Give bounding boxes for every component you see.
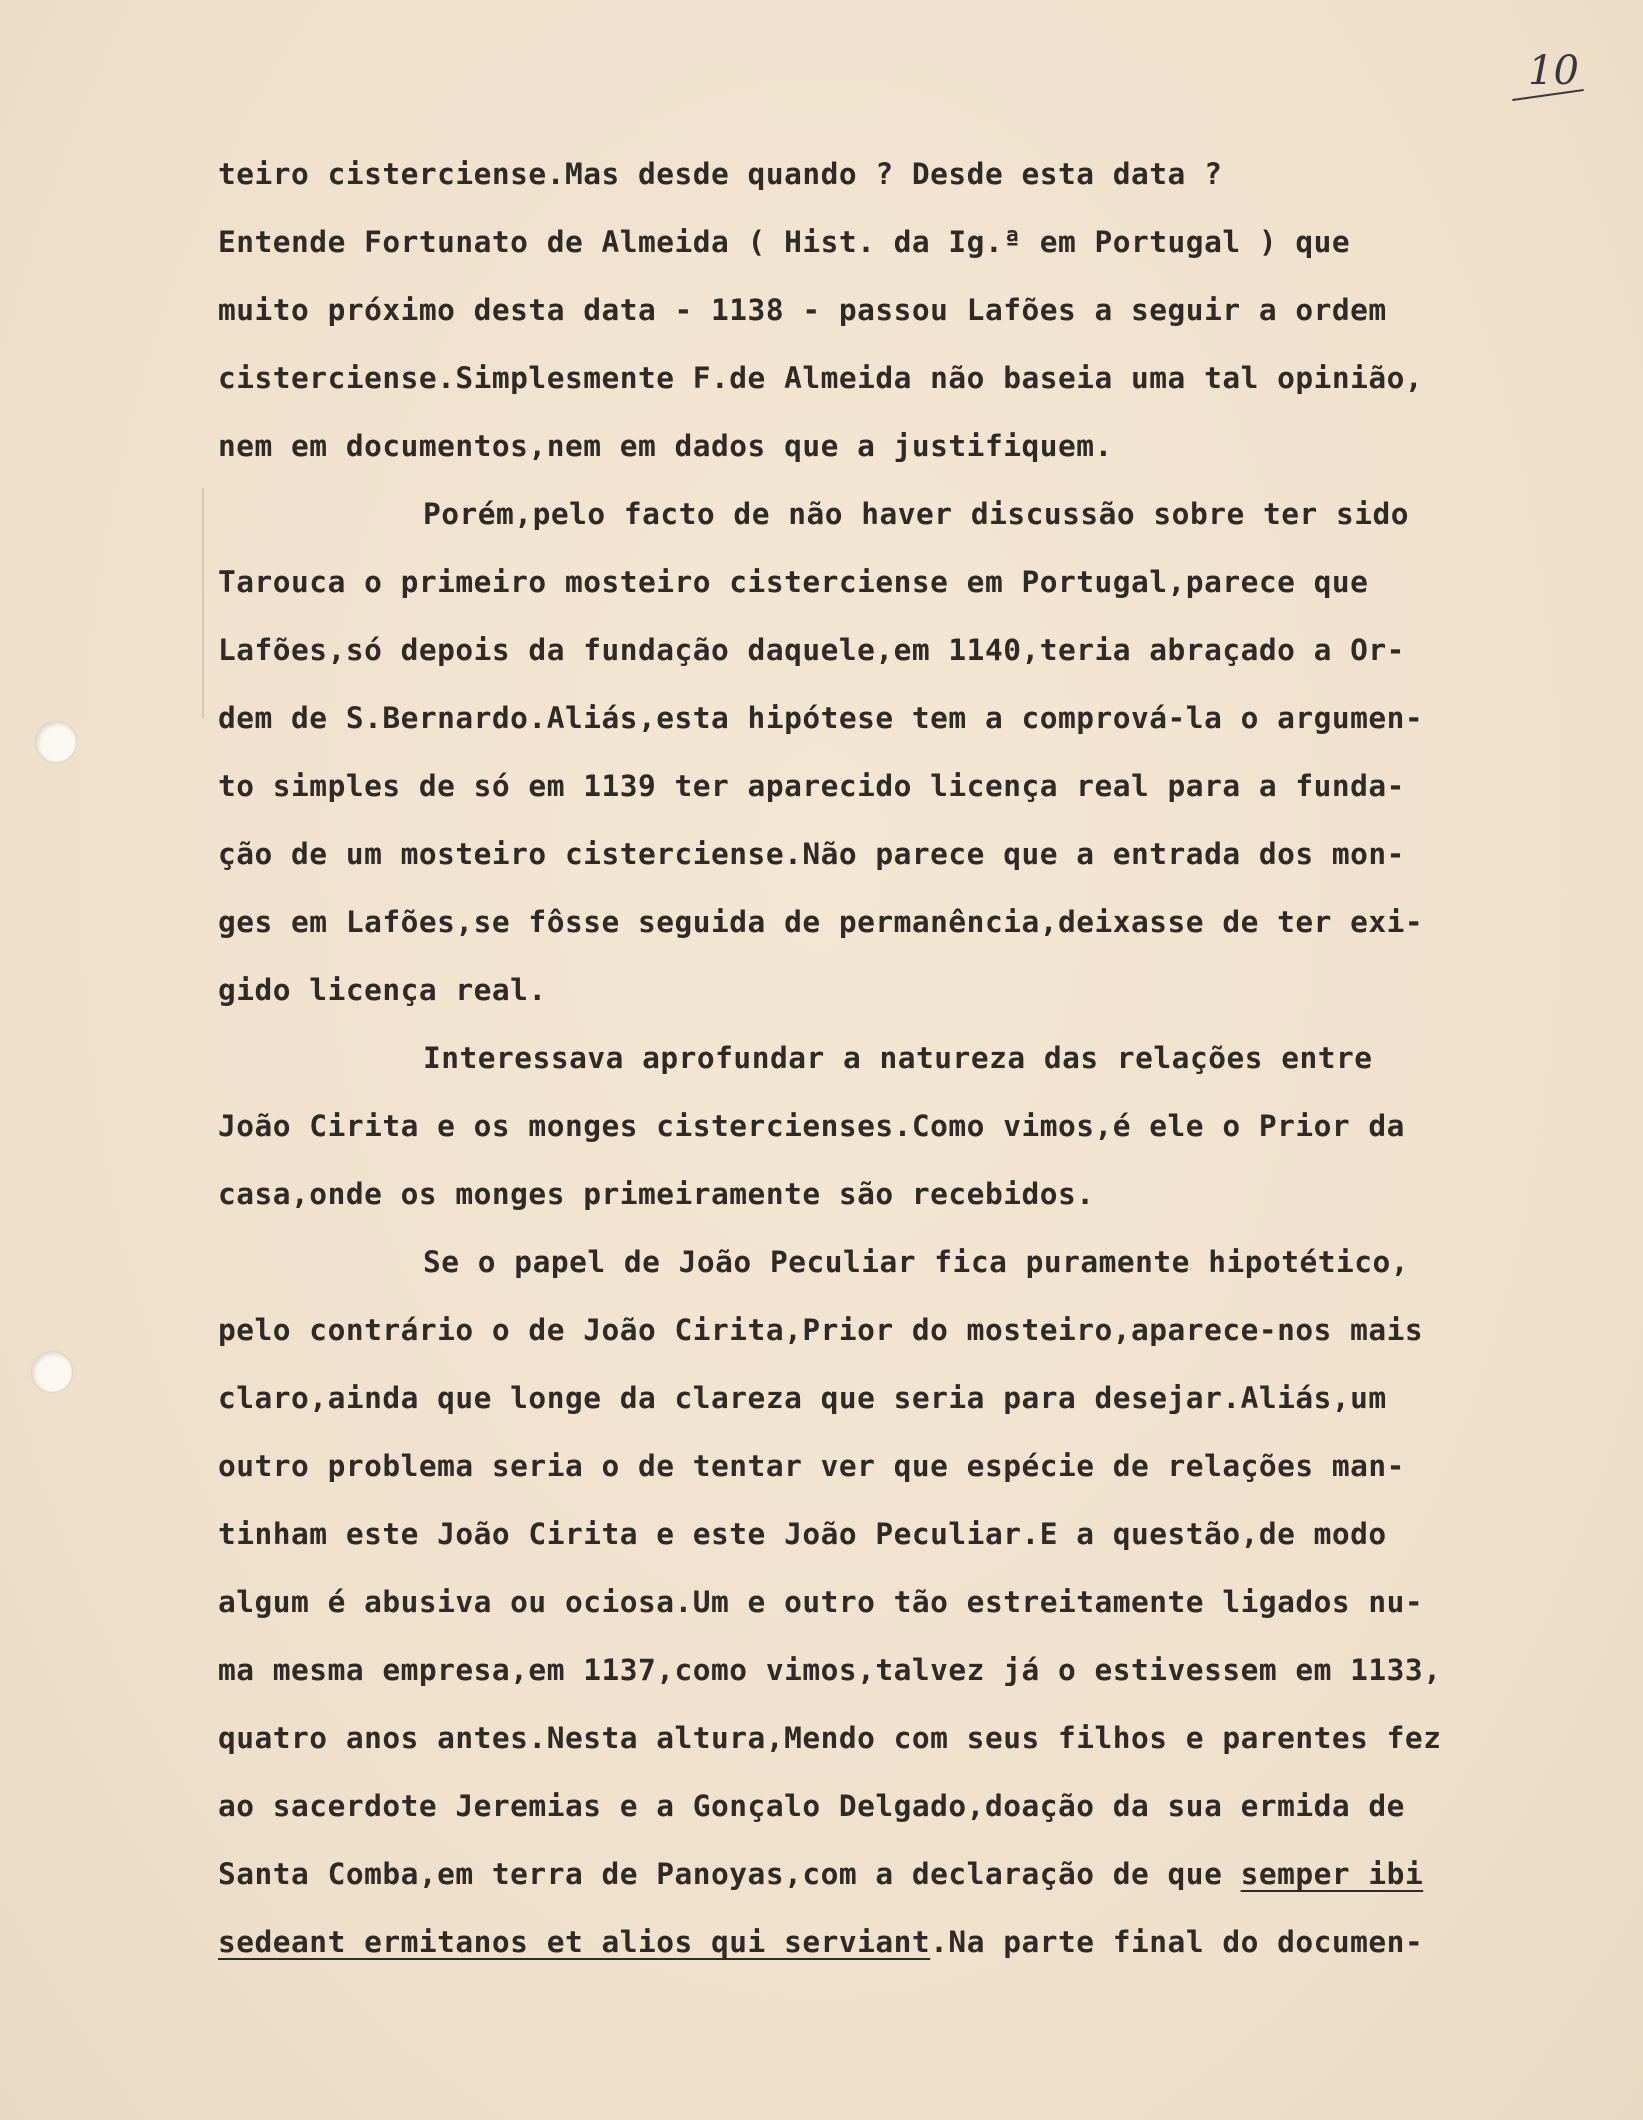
text-line: Interessava aprofundar a natureza das relações entre [423,1041,1373,1075]
text-line [218,1908,1558,1976]
text-line: casa,onde os monges primeiramente são recebidos. [218,1177,1095,1211]
text-line: ges em Lafões,se fôsse seguida de permanência,deixasse de ter exi- [218,905,1424,939]
text-line: Tarouca o primeiro mosteiro cisterciense em Portugal,parece que [218,565,1369,599]
body-text [218,140,1558,1976]
text-line: teiro cisterciense.Mas desde quando ? Desde esta data ? [218,157,1223,191]
text-line [218,1840,1558,1908]
punch-hole [36,722,76,762]
text-line: Se o papel de João Peculiar fica puramente hipotético, [423,1245,1410,1279]
text-line: to simples de só em 1139 ter aparecido licença real para a funda- [218,769,1405,803]
text-line: João Cirita e os monges cistercienses.Como vimos,é ele o Prior da [218,1109,1405,1143]
page-number: 10 [1528,48,1579,94]
text-segment: .Na parte final do documen- [930,1925,1424,1959]
text-line: ma mesma empresa,em 1137,como vimos,talvez já o estivessem em 1133, [218,1653,1442,1687]
text-line: ção de um mosteiro cisterciense.Não parece que a entrada dos mon- [218,837,1405,871]
text-line: Porém,pelo facto de não haver discussão sobre ter sido [423,497,1410,531]
text-line: tinham este João Cirita e este João Peculiar.E a questão,de modo [218,1517,1387,1551]
text-line: gido licença real. [218,973,547,1007]
text-line: claro,ainda que longe da clareza que seria para desejar.Aliás,um [218,1381,1387,1415]
text-line: dem de S.Bernardo.Aliás,esta hipótese tem a comprová-la o argumen- [218,701,1424,735]
latin-quote: semper ibi [1240,1857,1424,1891]
text-line: Lafões,só depois da fundação daquele,em 1140,teria abraçado a Or- [218,633,1405,667]
text-line: pelo contrário o de João Cirita,Prior do mosteiro,aparece-nos mais [218,1313,1424,1347]
text-segment: Santa Comba,em terra de Panoyas,com a declaração de que [218,1857,1241,1891]
margin-mark [202,488,204,718]
text-line: ao sacerdote Jeremias e a Gonçalo Delgado,doação da sua ermida de [218,1789,1405,1823]
text-line: Entende Fortunato de Almeida ( Hist. da Ig.ª em Portugal ) que [218,225,1351,259]
text-line: quatro anos antes.Nesta altura,Mendo com seus filhos e parentes fez [218,1721,1442,1755]
latin-quote: sedeant ermitanos et alios qui serviant [218,1925,931,1959]
text-line: algum é abusiva ou ociosa.Um e outro tão estreitamente ligados nu- [218,1585,1424,1619]
text-line: outro problema seria o de tentar ver que espécie de relações man- [218,1449,1405,1483]
punch-hole [32,1352,72,1392]
text-line: muito próximo desta data - 1138 - passou Lafões a seguir a ordem [218,293,1387,327]
text-line: cisterciense.Simplesmente F.de Almeida não baseia uma tal opinião, [218,361,1424,395]
text-line: nem em documentos,nem em dados que a justifiquem. [218,429,1113,463]
